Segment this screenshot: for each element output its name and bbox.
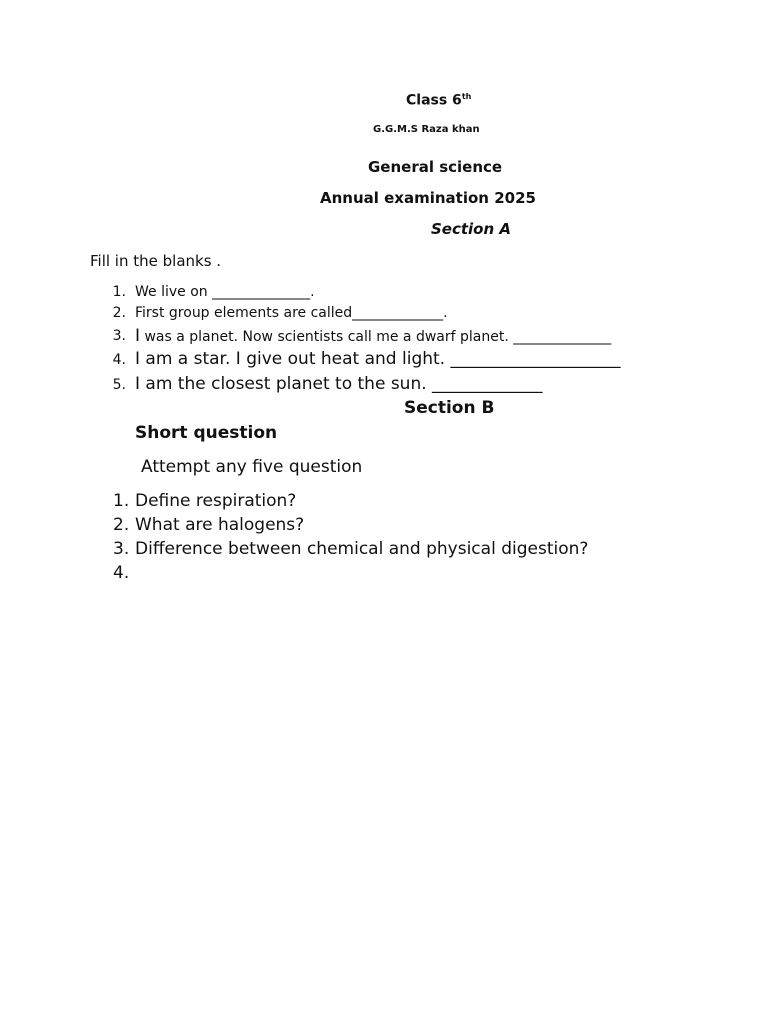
attempt-instruction: Attempt any five question xyxy=(141,457,363,477)
short-question-heading: Short question xyxy=(135,423,278,443)
item-text-lead: I xyxy=(135,326,141,346)
item-text: I am a star. I give out heat and light. ____________________ xyxy=(135,349,621,369)
subject-title: General science xyxy=(368,158,503,176)
item-number: 1. xyxy=(113,491,130,511)
item-number: 2. xyxy=(112,305,126,321)
item-text: Define respiration? xyxy=(135,491,297,511)
item-text: I am the closest planet to the sun. _____________ xyxy=(135,374,543,394)
item-text: was a planet. Now scientists call me a dwarf planet. ______________ xyxy=(140,329,612,345)
item-number: 1. xyxy=(112,284,126,300)
item-text: What are halogens? xyxy=(135,515,305,535)
item-text: We live on ______________. xyxy=(135,284,315,300)
item-number: 3. xyxy=(113,539,130,559)
class-label: Class 6 xyxy=(406,92,462,109)
item-number: 5. xyxy=(112,377,126,393)
item-number: 4. xyxy=(113,563,130,583)
class-heading xyxy=(406,92,471,109)
fill-in-blanks-instruction: Fill in the blanks . xyxy=(90,252,222,270)
section-a-title: Section A xyxy=(431,220,511,238)
exam-title: Annual examination 2025 xyxy=(320,189,536,207)
item-text: First group elements are called_____________. xyxy=(135,305,448,321)
item-number: 2. xyxy=(113,515,130,535)
class-superscript: th xyxy=(461,92,472,101)
section-b-title: Section B xyxy=(404,398,495,418)
school-name: G.G.M.S Raza khan xyxy=(373,124,480,135)
item-text: Difference between chemical and physical digestion? xyxy=(135,539,589,559)
item-number: 3. xyxy=(112,328,126,344)
item-text-line xyxy=(135,326,611,346)
item-number: 4. xyxy=(112,352,126,368)
